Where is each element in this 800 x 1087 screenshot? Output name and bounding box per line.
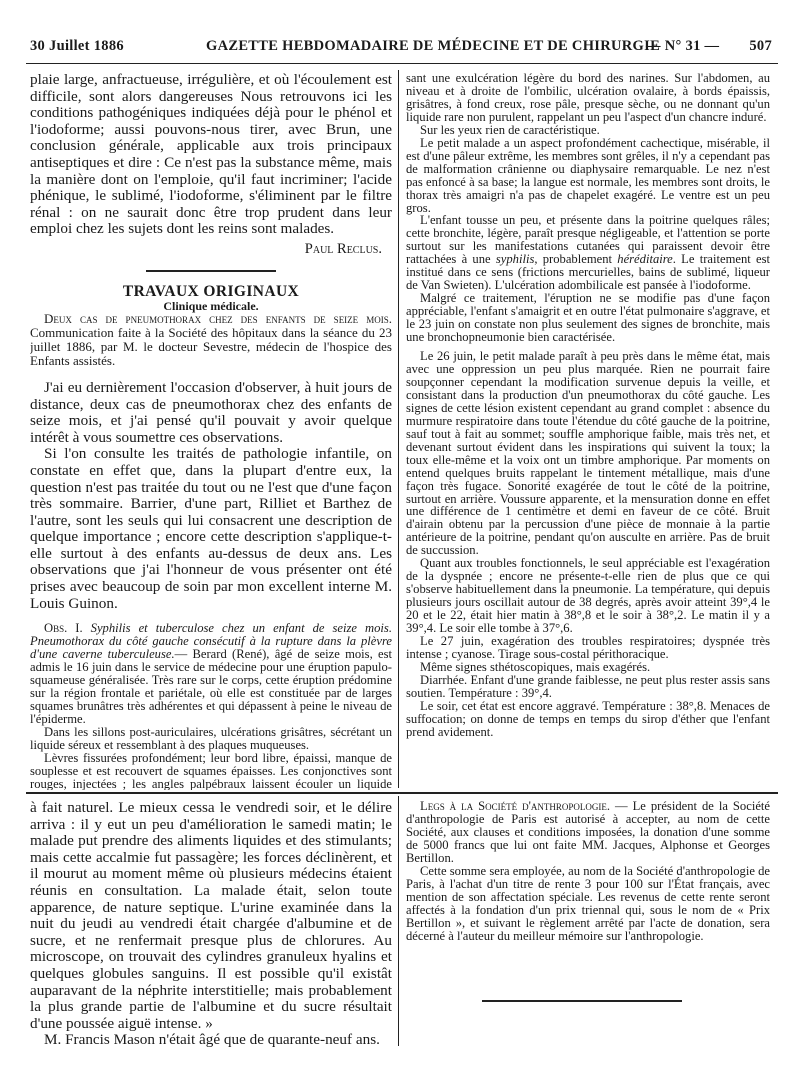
paragraph: J'ai eu dernièrement l'occasion d'observer, à huit jours de distance, deux cas de pneumothorax chez des enfants de seize mois, et j'ai pensé qu'il pouvait y avoir quelque intérêt à vous soumettre ces observations. <box>30 378 392 446</box>
column-divider-top <box>398 70 399 788</box>
paragraph: Sur les yeux rien de caractéristique. <box>420 122 600 137</box>
paragraph: M. Francis Mason n'était âgé que de quarante-neuf ans. <box>44 1031 380 1049</box>
observation-title: Syphilis et tuberculose chez un enfant de seize mois. Pneumothorax du côté gauche consécutif à la rupture dans la plèvre d'une caverne tuberculeuse. <box>30 621 392 662</box>
paragraph: Diarrhée. Enfant d'une grande faiblesse, ne peut plus rester assis sans soutien. Température : 39°,4. <box>406 672 770 700</box>
paragraph: Le 27 juin, exagération des troubles respiratoires; dyspnée très intense ; cyanose. Tirage sous-costal périthoracique. <box>406 633 770 661</box>
section-separator <box>26 792 778 794</box>
column-divider-bottom <box>398 796 399 1046</box>
paragraph: Le petit malade a un aspect profondément cachectique, misérable, il est d'une pâleur extrême, les membres sont grêles, il n'y a cependant pas de malformation crânienne ou diaphysaire remarquable. Le nez n'est pas enfoncé à sa base; la langue est normale, les membres sont droits, le thorax très amaigri n'a pas de chapelet exagéré. Le ventre est un peu gros. <box>406 135 770 215</box>
article-intro-text: Communication faite à la Société des hôpitaux dans la séance du 23 juillet 1886, par M. le docteur Sevestre, médecin de l'hospice des Enfants assistés. <box>30 324 392 368</box>
paragraph: Même signes sthétoscopiques, mais exagérés. <box>420 659 651 674</box>
page-number: 507 <box>749 38 772 54</box>
issue-number: — N° 31 — <box>646 38 720 54</box>
left-column-top <box>30 72 392 790</box>
paragraph: Si l'on consulte les traités de pathologie infantile, on constate en effet que, dans la plupart d'entre eux, la question n'est pas traitée du tout ou ne l'est que d'une façon très sommaire. Barrier, d'une part, Rilliet et Barthez de l'autre, sont les seuls qui lui consacrent une description de quelque importance ; encore cette description s'applique-t-elle surtout à des enfants au-dessus de deux ans. Les observations que j'ai l'honneur de vous présenter ont été prises avec beaucoup de soin par mon excellent interne M. Louis Guinon. <box>30 445 392 612</box>
paragraph: Cette somme sera employée, au nom de la Société d'anthropologie de Paris, à l'achat d'un titre de rente 3 pour 100 sur l'État français, avec mention de son affectation spéciale. Les revenus de cette rente seront affectés à la fondation d'un prix triennal qui, sous le nom de « Prix Bertillon », et suivant le règlement arrêté par l'acte de donation, sera décerné à l'auteur du meilleur mémoire sur l'anthropologie. <box>406 863 770 943</box>
news-text: — Le président de la Société d'anthropologie de Paris est autorisé à accepter, au nom de cette Société, aux clauses et conditions imposées, la donation d'une somme de 5000 francs que lui ont faite MM. Jacques, Alphonse et Georges Bertillon. <box>406 800 770 865</box>
paragraph <box>406 214 770 292</box>
text-run: . Le traitement est institué dans ce sens (frictions mercurielles, bains de sublimé, liqueur de Van Swieten). L'ulcération adombilicale est pansée à l'iodoforme. <box>406 252 770 293</box>
paragraph: Le soir, cet état est encore aggravé. Température : 38°,8. Menaces de suffocation; on donne de temps en temps du sirop d'éther que l'enfant prend avidement. <box>406 698 770 739</box>
text-run: L'enfant tousse un peu, et présente dans la poitrine quelques râles; cette bronchite, légère, paraît presque négligeable, et l'attention se porte surtout sur les manifestations cutanées qui paraissent devoir être rattachées à une <box>406 213 770 267</box>
section-title: TRAVAUX ORIGINAUX <box>122 283 300 301</box>
paragraph: Quant aux troubles fonctionnels, le seul appréciable est l'exagération de la dyspnée ; encore ne présente-t-elle rien de plus que ce qui s'observe habituellement dans la pneumonie. La température, qui depuis plusieurs jours oscillait autour de 38 degrés, après avoir atteint 39°,4 le 20 et le 22, était hier matin à 38°,8 et le soir à 38°,2. Le matin il y a 39°,4. Le soir elle tombe à 37°,6. <box>406 556 770 636</box>
issue-date: 30 Juillet 1886 <box>30 38 124 54</box>
paragraph: plaie large, anfractueuse, irrégulière, et où l'écoulement est difficile, sont alors dangereuses Nous retrouvons ici les conditions pathogéniques indiquées déjà pour le phénol et l'iodoforme; aussi pouvons-nous tirer, avec Brun, une conclusion générale, applicable aux trois principaux antiseptiques et dire : Ce n'est pas la substance même, mais la manière dont on l'emploie, qu'il faut incriminer; l'acide phénique, le sublimé, l'iodoforme, s'éliminent par le filtre rénal : on ne saurait donc être trop prudent dans leur emploi chez les sujets dont les reins sont malades. <box>30 72 392 238</box>
header-rule <box>26 63 778 64</box>
text-run: héréditaire <box>617 252 673 267</box>
news-item <box>406 800 770 865</box>
paragraph: Le 26 juin, le petit malade paraît à peu près dans le même état, mais avec une oppression un peu plus marquée. Rien ne pourrait faire soupçonner cependant la modification survenue depuis la veille, et consistant dans la production d'un pneumothorax du côté gauche. Les signes de cette lésion existent cependant au grand complet : absence du murmure respiratoire dans toute l'étendue du côté gauche de la poitrine, sauf tout à fait au sommet; souffle amphorique faible, mais très net, et devenant surtout évident dans les inspirations qui suivent la toux; la toux elle-même et la voix ont un timbre amphorique. Par moments on entend quelques bruits rappelant le tintement métallique, mais d'une façon très fugace. Sonorité exagérée de tout le côté de la poitrine, surtout en arrière. Voussure apparente, et la mensuration donne en effet une différence de 1 centimètre et demi en faveur de ce côté. Bruit d'airain obtenu par la percussion d'une pièce de monnaie à la partie antérieure de la poitrine, pendant qu'on ausculte en arrière. Pas de bruit de succussion. <box>406 349 770 558</box>
paragraph: à fait naturel. Le mieux cessa le vendredi soir, et le délire arriva : il y eut un peu d'amélioration le samedi matin; le malade put prendre des aliments liquides et des stimulants; mais cette accalmie fut passagère; les forces déclinèrent, et il mourut au moment même où plusieurs médecins étaient réunis en consultation. La malade était, selon toute apparence, de nature septique. L'urine examinée dans la nuit du jeudi au vendredi était chargée d'albumine et de sucre, et ne renfermait presque plus de chlorures. Au microscope, on trouvait des cylindres granuleux hyalins et quelques globules sanguins. Il est possible qu'il existât auparavant de la néphrite interstitielle; mais probablement la plus grande partie de l'albumine et du sucre résultait d'une poussée aiguë intense. » <box>30 800 392 1032</box>
text-run: syphilis <box>495 252 535 267</box>
news-title: Legs à la Société d'anthropologie. <box>420 800 611 813</box>
page-header <box>26 36 778 58</box>
ornament-rule <box>482 1000 682 1002</box>
paragraph: sant une exulcération légère du bord des narines. Sur l'abdomen, au niveau et à droite de l'ombilic, ulcération ovalaire, à bords épaissis, grisâtres, à fond creux, rose pâle, presque sèche, ou ne donnant qu'un liquide rare non purulent, rappelant un peu l'aspect d'un chancre induré. <box>406 72 770 124</box>
left-column-bottom <box>30 800 392 1050</box>
article-intro <box>30 312 392 368</box>
paragraph: Lèvres fissurées profondément; leur bord libre, épaissi, manque de souplesse et est recouvert de squames épaisses. Les conjonctives sont rouges, injectées ; les angles palpébraux laissent écouler un liquide <box>30 750 392 790</box>
observation-label: Obs. I. <box>44 621 91 636</box>
journal-title: GAZETTE HEBDOMADAIRE DE MÉDECINE ET DE CHIRURGIE <box>206 38 661 54</box>
observation-text: — Berard (René), âgé de seize mois, est admis le 16 juin dans le service de médecine pour une éruption papulo-squameuse généralisée. Très rare sur le corps, cette éruption prédomine sur la région frontale et pariétale, où elle est constituée par de larges squames brunâtres très adhérentes et qui dépassent à peine le niveau de l'épiderme. <box>30 647 392 726</box>
paragraph: Malgré ce traitement, l'éruption ne se modifie pas d'une façon appréciable, l'enfant s'amaigrit et en outre l'état pulmonaire s'aggrave, et le 23 juin on constate non plus seulement des signes de bronchite, mais une bronchopneumonie bien caractérisée. <box>406 291 770 345</box>
text-run: , probablement <box>534 252 618 267</box>
article-title: Deux cas de pneumothorax chez des enfants de seize mois. <box>44 310 392 326</box>
right-column-bottom <box>406 800 770 1000</box>
right-column-top <box>406 72 770 790</box>
author-signature: Paul Reclus. <box>304 240 382 257</box>
paragraph: Dans les sillons post-auriculaires, ulcérations grisâtres, sécrétant un liquide séreux et ressemblant à des plaques muqueuses. <box>30 724 392 752</box>
subsection-title: Clinique médicale. <box>163 298 259 313</box>
observation <box>30 622 392 726</box>
